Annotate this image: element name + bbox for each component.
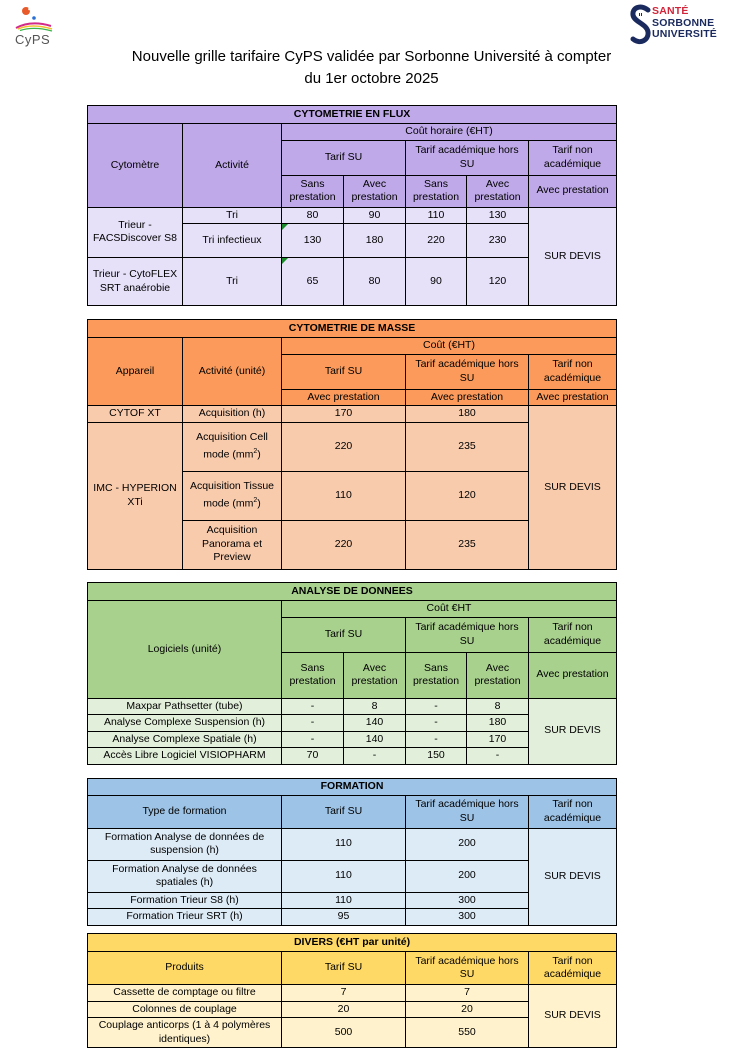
software-cell: Analyse Complexe Suspension (h) — [88, 715, 282, 732]
device-cell: IMC - HYPERION XTi — [88, 422, 183, 569]
sur-devis-cell: SUR DEVIS — [529, 406, 617, 570]
header-tarif-su: Tarif SU — [282, 617, 406, 652]
header-tarif-su: Tarif SU — [282, 795, 406, 828]
price-cell: - — [282, 731, 344, 748]
subheader-avec: Avec prestation — [282, 389, 406, 406]
price-cell: 170 — [467, 731, 529, 748]
software-cell: Accès Libre Logiciel VISIOPHARM — [88, 748, 282, 765]
price-cell: 110 — [282, 860, 406, 892]
section-title: CYTOMETRIE DE MASSE — [88, 320, 617, 338]
col-header-activite: Activité (unité) — [183, 338, 282, 406]
formation-cell: Formation Trieur S8 (h) — [88, 892, 282, 909]
col-header-activite: Activité — [183, 124, 282, 208]
software-cell: Analyse Complexe Spatiale (h) — [88, 731, 282, 748]
header-tarif-su: Tarif SU — [282, 354, 406, 389]
svg-text:CyPS: CyPS — [15, 32, 51, 47]
table-row — [88, 698, 617, 715]
subheader-sans: Sans prestation — [282, 652, 344, 698]
price-cell: - — [467, 748, 529, 765]
software-cell: Maxpar Pathsetter (tube) — [88, 698, 282, 715]
price-cell: 8 — [344, 698, 406, 715]
price-cell: 20 — [406, 1001, 529, 1018]
sur-devis-cell: SUR DEVIS — [529, 985, 617, 1048]
sur-devis-cell: SUR DEVIS — [529, 828, 617, 925]
table-analyse-donnees — [87, 582, 617, 765]
price-cell: 200 — [406, 828, 529, 860]
price-cell: 90 — [344, 207, 406, 224]
price-cell: 300 — [406, 909, 529, 926]
price-cell: 120 — [467, 258, 529, 306]
price-cell: 200 — [406, 860, 529, 892]
price-cell: 150 — [406, 748, 467, 765]
price-cell: - — [344, 748, 406, 765]
price-cell: - — [406, 698, 467, 715]
activity-cell: Acquisition (h) — [183, 406, 282, 423]
price-cell: 80 — [344, 258, 406, 306]
device-cell: Trieur - CytoFLEX SRT anaérobie — [88, 258, 183, 306]
subheader-sans: Sans prestation — [406, 175, 467, 207]
subheader-avec: Avec prestation — [344, 652, 406, 698]
formation-cell: Formation Analyse de données spatiales (h) — [88, 860, 282, 892]
price-cell: 7 — [406, 985, 529, 1002]
sorbonne-s-icon — [630, 4, 652, 46]
header-tarif-academique: Tarif académique hors SU — [406, 952, 529, 985]
header-tarif-non-academique: Tarif non académique — [529, 140, 617, 175]
col-header-type: Type de formation — [88, 795, 282, 828]
price-cell: 90 — [406, 258, 467, 306]
subheader-avec-non-academique: Avec prestation — [529, 652, 617, 698]
section-title: DIVERS (€HT par unité) — [88, 934, 617, 952]
price-cell: 220 — [282, 422, 406, 471]
table-row — [88, 828, 617, 860]
table-cytometrie-flux — [87, 105, 617, 306]
price-cell: 8 — [467, 698, 529, 715]
activity-cell: Tri — [183, 207, 282, 224]
col-header-cytometre: Cytomètre — [88, 124, 183, 208]
price-cell: 180 — [467, 715, 529, 732]
col-header-logiciels: Logiciels (unité) — [88, 601, 282, 699]
price-cell: - — [282, 698, 344, 715]
logo-line-sante: SANTÉ — [652, 5, 689, 17]
cost-header: Coût (€HT) — [282, 338, 617, 355]
price-cell: 180 — [406, 406, 529, 423]
section-title: ANALYSE DE DONNEES — [88, 583, 617, 601]
sorbonne-universite-logo — [630, 4, 735, 46]
formation-cell: Formation Analyse de données de suspension (h) — [88, 828, 282, 860]
activity-cell: Tri infectieux — [183, 224, 282, 258]
header-tarif-non-academique: Tarif non académique — [529, 952, 617, 985]
title-line-2: du 1er octobre 2025 — [304, 70, 439, 87]
price-cell: 110 — [282, 892, 406, 909]
price-cell: - — [406, 731, 467, 748]
logo-line-universite: UNIVERSITÉ — [652, 28, 718, 40]
price-cell: 130 — [282, 224, 344, 258]
formation-cell: Formation Trieur SRT (h) — [88, 909, 282, 926]
header-tarif-academique: Tarif académique hors SU — [406, 354, 529, 389]
price-cell: 550 — [406, 1018, 529, 1048]
price-cell: 140 — [344, 731, 406, 748]
table-row — [88, 985, 617, 1002]
subheader-avec: Avec prestation — [467, 175, 529, 207]
activity-cell: Acquisition Tissue mode $(mm^2)$ — [183, 471, 282, 520]
price-cell: 300 — [406, 892, 529, 909]
price-cell: 220 — [282, 520, 406, 569]
table-row — [88, 406, 617, 423]
header-tarif-academique: Tarif académique hors SU — [406, 140, 529, 175]
price-cell: 65 — [282, 258, 344, 306]
header-tarif-non-academique: Tarif non académique — [529, 354, 617, 389]
product-cell: Cassette de comptage ou filtre — [88, 985, 282, 1002]
product-cell: Colonnes de couplage — [88, 1001, 282, 1018]
sur-devis-cell: SUR DEVIS — [529, 207, 617, 306]
price-cell: 110 — [282, 471, 406, 520]
price-cell: 140 — [344, 715, 406, 732]
title-line-1: Nouvelle grille tarifaire CyPS validée par Sorbonne Université à compter — [131, 48, 612, 65]
price-cell: 235 — [406, 520, 529, 569]
header-tarif-non-academique: Tarif non académique — [529, 795, 617, 828]
subheader-avec-non-academique: Avec prestation — [529, 175, 617, 207]
header-tarif-academique: Tarif académique hors SU — [406, 617, 529, 652]
price-cell: 235 — [406, 422, 529, 471]
sur-devis-cell: SUR DEVIS — [529, 698, 617, 764]
price-cell: 80 — [282, 207, 344, 224]
price-cell: - — [406, 715, 467, 732]
price-cell: 120 — [406, 471, 529, 520]
header-tarif-academique: Tarif académique hors SU — [406, 795, 529, 828]
subheader-sans: Sans prestation — [282, 175, 344, 207]
price-cell: 20 — [282, 1001, 406, 1018]
subheader-avec: Avec prestation — [344, 175, 406, 207]
table-row — [88, 207, 617, 224]
price-cell: 130 — [467, 207, 529, 224]
price-cell: 95 — [282, 909, 406, 926]
price-cell: 70 — [282, 748, 344, 765]
subheader-avec: Avec prestation — [467, 652, 529, 698]
subheader-avec: Avec prestation — [406, 389, 529, 406]
product-cell: Couplage anticorps (1 à 4 polymères identiques) — [88, 1018, 282, 1048]
activity-cell: Acquisition Cell mode $(mm^2)$ — [183, 422, 282, 471]
section-title: FORMATION — [88, 779, 617, 796]
price-cell: 170 — [282, 406, 406, 423]
price-cell: 230 — [467, 224, 529, 258]
table-cytometrie-masse — [87, 319, 617, 570]
cost-header: Coût €HT — [282, 601, 617, 618]
price-cell: 180 — [344, 224, 406, 258]
page-title — [0, 46, 743, 90]
logo-line-sorbonne: SORBONNE — [652, 16, 715, 29]
price-cell: 110 — [282, 828, 406, 860]
device-cell: CYTOF XT — [88, 406, 183, 423]
col-header-produits: Produits — [88, 952, 282, 985]
header-tarif-non-academique: Tarif non académique — [529, 617, 617, 652]
table-formation — [87, 778, 617, 926]
cyps-logo — [6, 4, 66, 48]
activity-cell: Tri — [183, 258, 282, 306]
table-divers — [87, 933, 617, 1048]
activity-cell: Acquisition Panorama et Preview — [183, 520, 282, 569]
header-tarif-su: Tarif SU — [282, 140, 406, 175]
subheader-avec: Avec prestation — [529, 389, 617, 406]
price-cell: 7 — [282, 985, 406, 1002]
col-header-appareil: Appareil — [88, 338, 183, 406]
cost-header: Coût horaire (€HT) — [282, 124, 617, 141]
subheader-sans: Sans prestation — [406, 652, 467, 698]
price-cell: 220 — [406, 224, 467, 258]
section-title: CYTOMETRIE EN FLUX — [88, 106, 617, 124]
header-tarif-su: Tarif SU — [282, 952, 406, 985]
price-cell: - — [282, 715, 344, 732]
price-cell: 110 — [406, 207, 467, 224]
price-cell: 500 — [282, 1018, 406, 1048]
device-cell: Trieur - FACSDiscover S8 — [88, 207, 183, 258]
